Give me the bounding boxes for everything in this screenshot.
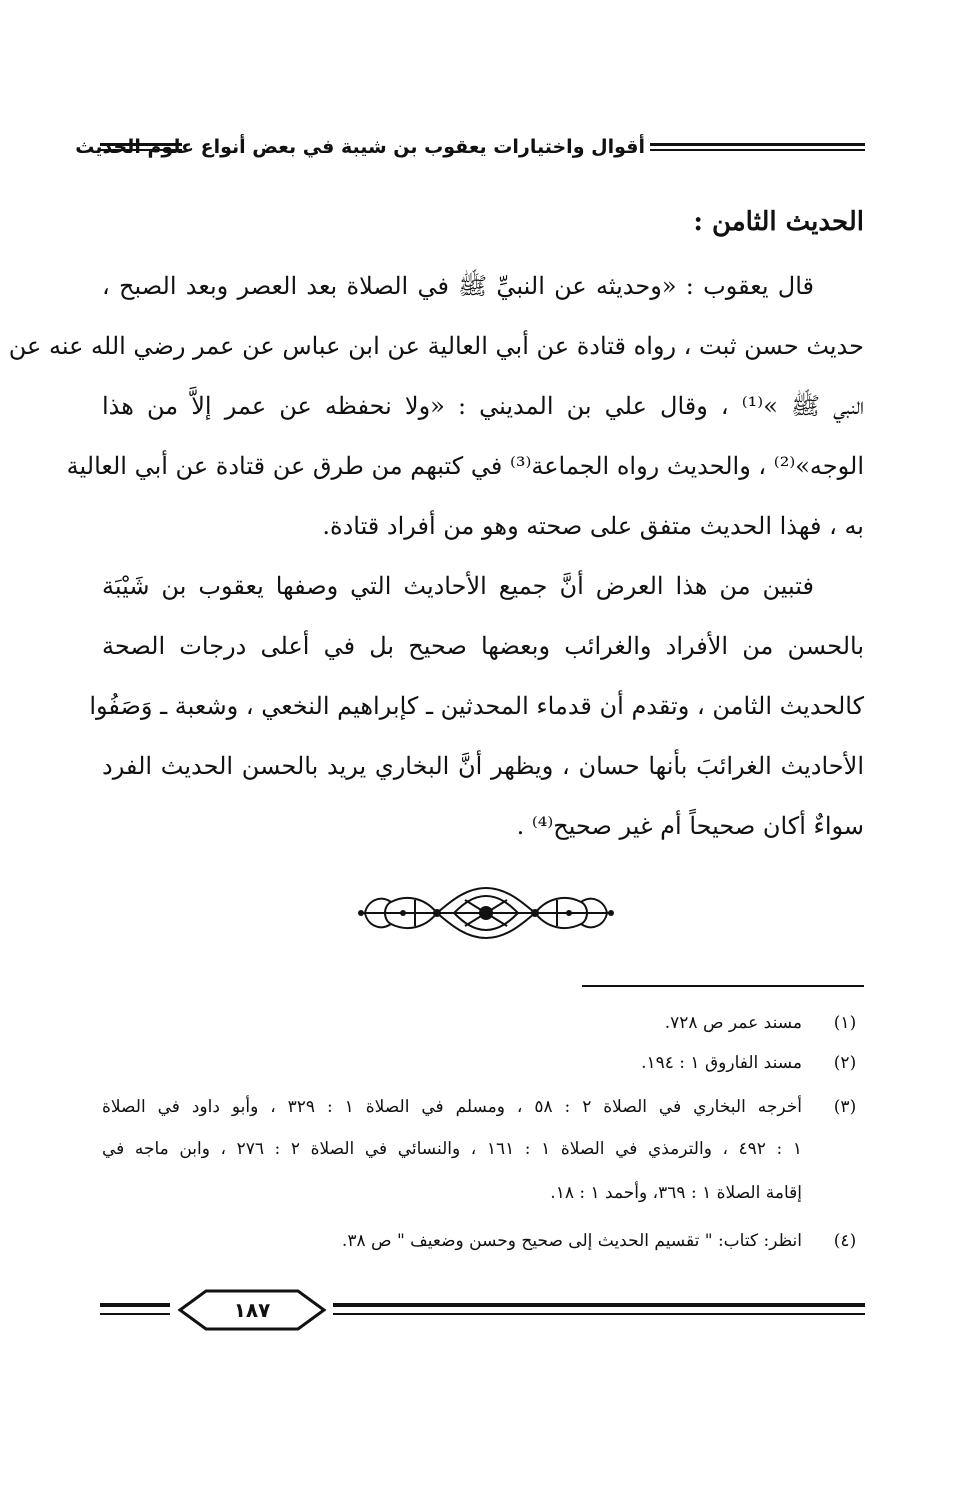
- body-line: به ، فهذا الحديث متفق على صحته وهو من أفراد قتادة.: [322, 512, 864, 540]
- footnote-separator: [582, 985, 864, 987]
- footnote-text: مسند عمر ص ٧٢٨.: [664, 1013, 802, 1033]
- footnote-number: (١): [833, 1013, 857, 1033]
- page-number: ١٨٧: [233, 1298, 271, 1322]
- body-line: النبي ﷺ »⁽¹⁾ ، وقال علي بن المديني : «ولا نحفظه عن عمر إلاَّ من هذا: [102, 392, 864, 420]
- body-line: سواءٌ أكان صحيحاً أم غير صحيح⁽⁴⁾ .: [516, 812, 864, 840]
- footnote-number: (٤): [833, 1231, 857, 1251]
- footnote-text: مسند الفاروق ١ : ١٩٤.: [641, 1053, 802, 1073]
- footnote-number: (٣): [833, 1097, 857, 1117]
- body-line: حديث حسن ثبت ، رواه قتادة عن أبي العالية عن ابن عباس عن عمر رضي الله عنه عن: [8, 332, 864, 360]
- footnote-text: انظر: كتاب: " تقسيم الحديث إلى صحيح وحسن وضعيف " ص ٣٨.: [341, 1231, 802, 1251]
- footnote-continuation: ١ : ٤٩٢ ، والترمذي في الصلاة ١ : ١٦١ ، والنسائي في الصلاة ٢ : ٢٧٦ ، وابن ماجه في: [102, 1139, 802, 1159]
- ornament-divider-icon: [355, 880, 617, 946]
- footnote-continuation: إقامة الصلاة ١ : ٣٦٩، وأحمد ١ : ١٨.: [550, 1183, 802, 1203]
- body-line: فتبين من هذا العرض أنَّ جميع الأحاديث التي وصفها يعقوب بن شَيْبَة: [102, 572, 814, 600]
- body-line: الوجه»⁽²⁾ ، والحديث رواه الجماعة⁽³⁾ في كتبهم من طرق عن قتادة عن أبي العالية: [66, 452, 864, 480]
- header-rule-left: [100, 143, 182, 151]
- header-rule-right: [650, 143, 865, 151]
- body-line: بالحسن من الأفراد والغرائب وبعضها صحيح بل في أعلى درجات الصحة: [102, 632, 864, 660]
- page-footer: [100, 1286, 865, 1336]
- footer-rule-left: [100, 1303, 170, 1315]
- body-line: قال يعقوب : «وحديثه عن النبيِّ ﷺ في الصلاة بعد العصر وبعد الصبح ،: [102, 272, 814, 300]
- footnote-number: (٢): [833, 1053, 857, 1073]
- body-line: كالحديث الثامن ، وتقدم أن قدماء المحدثين ـ كإبراهيم النخعي ، وشعبة ـ وَصَفُوا: [89, 692, 864, 720]
- footnote-text: أخرجه البخاري في الصلاة ٢ : ٥٨ ، ومسلم في الصلاة ١ : ٣٢٩ ، وأبو داود في الصلاة: [102, 1097, 802, 1117]
- body-line: الأحاديث الغرائبَ بأنها حسان ، ويظهر أنَّ البخاري يريد بالحسن الحديث الفرد: [102, 752, 865, 780]
- running-header: [75, 132, 865, 162]
- running-header-title: أقوال واختيارات يعقوب بن شيبة في بعض أنواع علوم الحديث: [75, 136, 645, 158]
- page-number-badge: [178, 1289, 326, 1331]
- section-heading: الحديث الثامن :: [693, 207, 864, 237]
- footer-rule-right: [333, 1303, 865, 1315]
